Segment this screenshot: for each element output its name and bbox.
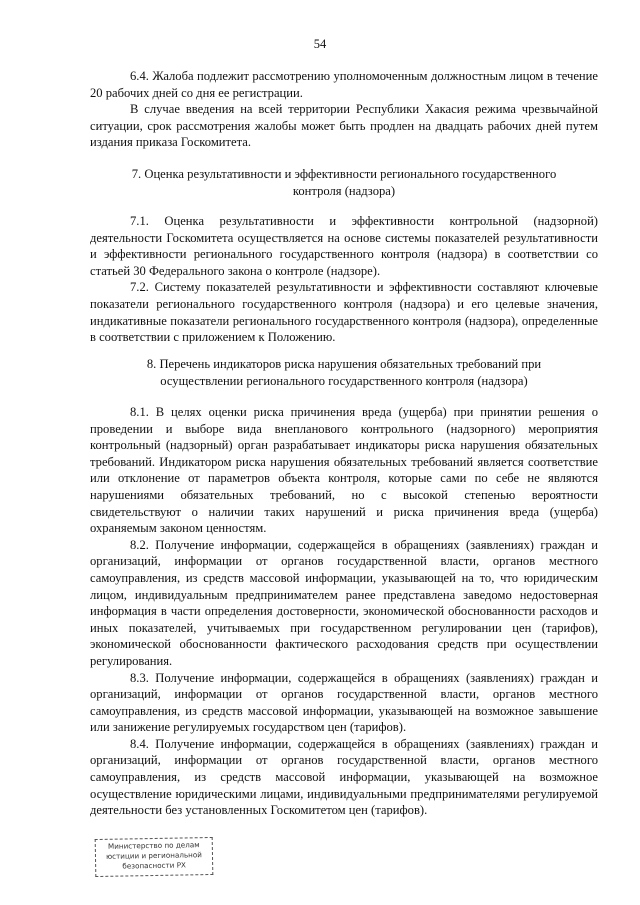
section-8-title-line-2: осуществлении регионального государственного контроля (надзора) (160, 373, 528, 388)
paragraph-7-2: 7.2. Систему показателей результативности и эффективности составляют ключевые показатели регионального государственного контроля (надзора) и его целевые значения, индикативные показатели регионального государственного контроля (надзора), определенные в соответствии с приложением к Положению. (90, 280, 598, 345)
paragraph-6-4-emergency: В случае введения на всей территории Республики Хакасия режима чрезвычайной ситуации, срок рассмотрения жалобы может быть продлен на двадцать рабочих дней путем издания приказа Госкомитета. (90, 102, 598, 150)
paragraph-8-2: 8.2. Получение информации, содержащейся в обращениях (заявлениях) граждан и организаций, информации от органов государственной власти, органов местного самоуправления, из средств массовой информации, указывающей на то, что юридическим лицом, индивидуальным предпринимателем ранее представлена заведомо недостоверная информация в части определения достоверности, экономической обоснованности расходов и иных показателей, учитываемых при государственном регулировании цен (тарифов), экономической обоснованности фактического расходования средств при осуществлении регулирования. (90, 537, 598, 668)
paragraph-8-4: 8.4. Получение информации, содержащейся в обращениях (заявлениях) граждан и организаций, информации от органов государственной власти, органов местного самоуправления, из средств массовой информации, указывающей на возможное осуществление юридическими лицами, индивидуальными предпринимателями регулируемой деятельности без установленных Госкомитетом цен (тарифов). (90, 736, 598, 818)
paragraph-6-4: 6.4. Жалоба подлежит рассмотрению уполномоченным должностным лицом в течение 20 рабочих дней со дня ее регистрации. (90, 69, 598, 100)
paragraph-8-3: 8.3. Получение информации, содержащейся в обращениях (заявлениях) граждан и организаций, информации от органов государственной власти, органов местного самоуправления, из средств массовой информации, указывающей на возможное завышение или занижение регулируемых государством цен (тарифов). (90, 670, 598, 735)
stamp-line-3: безопасности РХ (122, 860, 187, 871)
section-8-title (90, 356, 598, 389)
ministry-stamp (95, 837, 214, 877)
section-6-text (90, 68, 598, 151)
paragraph-7-1: 7.1. Оценка результативности и эффективности контрольной (надзорной) деятельности Госкомитета осуществляется на основе системы показателей результативности и эффективности регионального государственного контроля (надзора) в соответствии со статьей 30 Федерального закона о контроле (надзоре). (90, 214, 598, 278)
section-8-text (90, 404, 598, 819)
section-7-title (90, 166, 598, 199)
page-number: 54 (313, 37, 327, 51)
stamp-line-1: Министерство по делам (107, 840, 200, 851)
section-7-title-line-2: контроля (надзора) (292, 183, 396, 198)
section-7-title-line-1: 7. Оценка результативности и эффективности регионального государственного (131, 167, 557, 181)
section-7-text (90, 213, 598, 346)
stamp-line-2: юстиции и региональной (105, 850, 202, 861)
section-8-title-line-1: 8. Перечень индикаторов риска нарушения обязательных требований при (146, 357, 542, 371)
paragraph-8-1: 8.1. В целях оценки риска причинения вреда (ущерба) при принятии решения о проведении и выборе вида внепланового контрольного (надзорного) мероприятия контрольный (надзорный) орган разрабатывает индикаторы риска нарушения обязательных требований. Индикатором риска нарушения обязательных требований является соответствие или отклонение от параметров объекта контроля, которые сами по себе не являются нарушениями обязательных требований, но с высокой степенью вероятности свидетельствуют о наличии таких нарушений и риска причинения вреда (ущерба) охраняемым законом ценностям. (90, 405, 598, 536)
